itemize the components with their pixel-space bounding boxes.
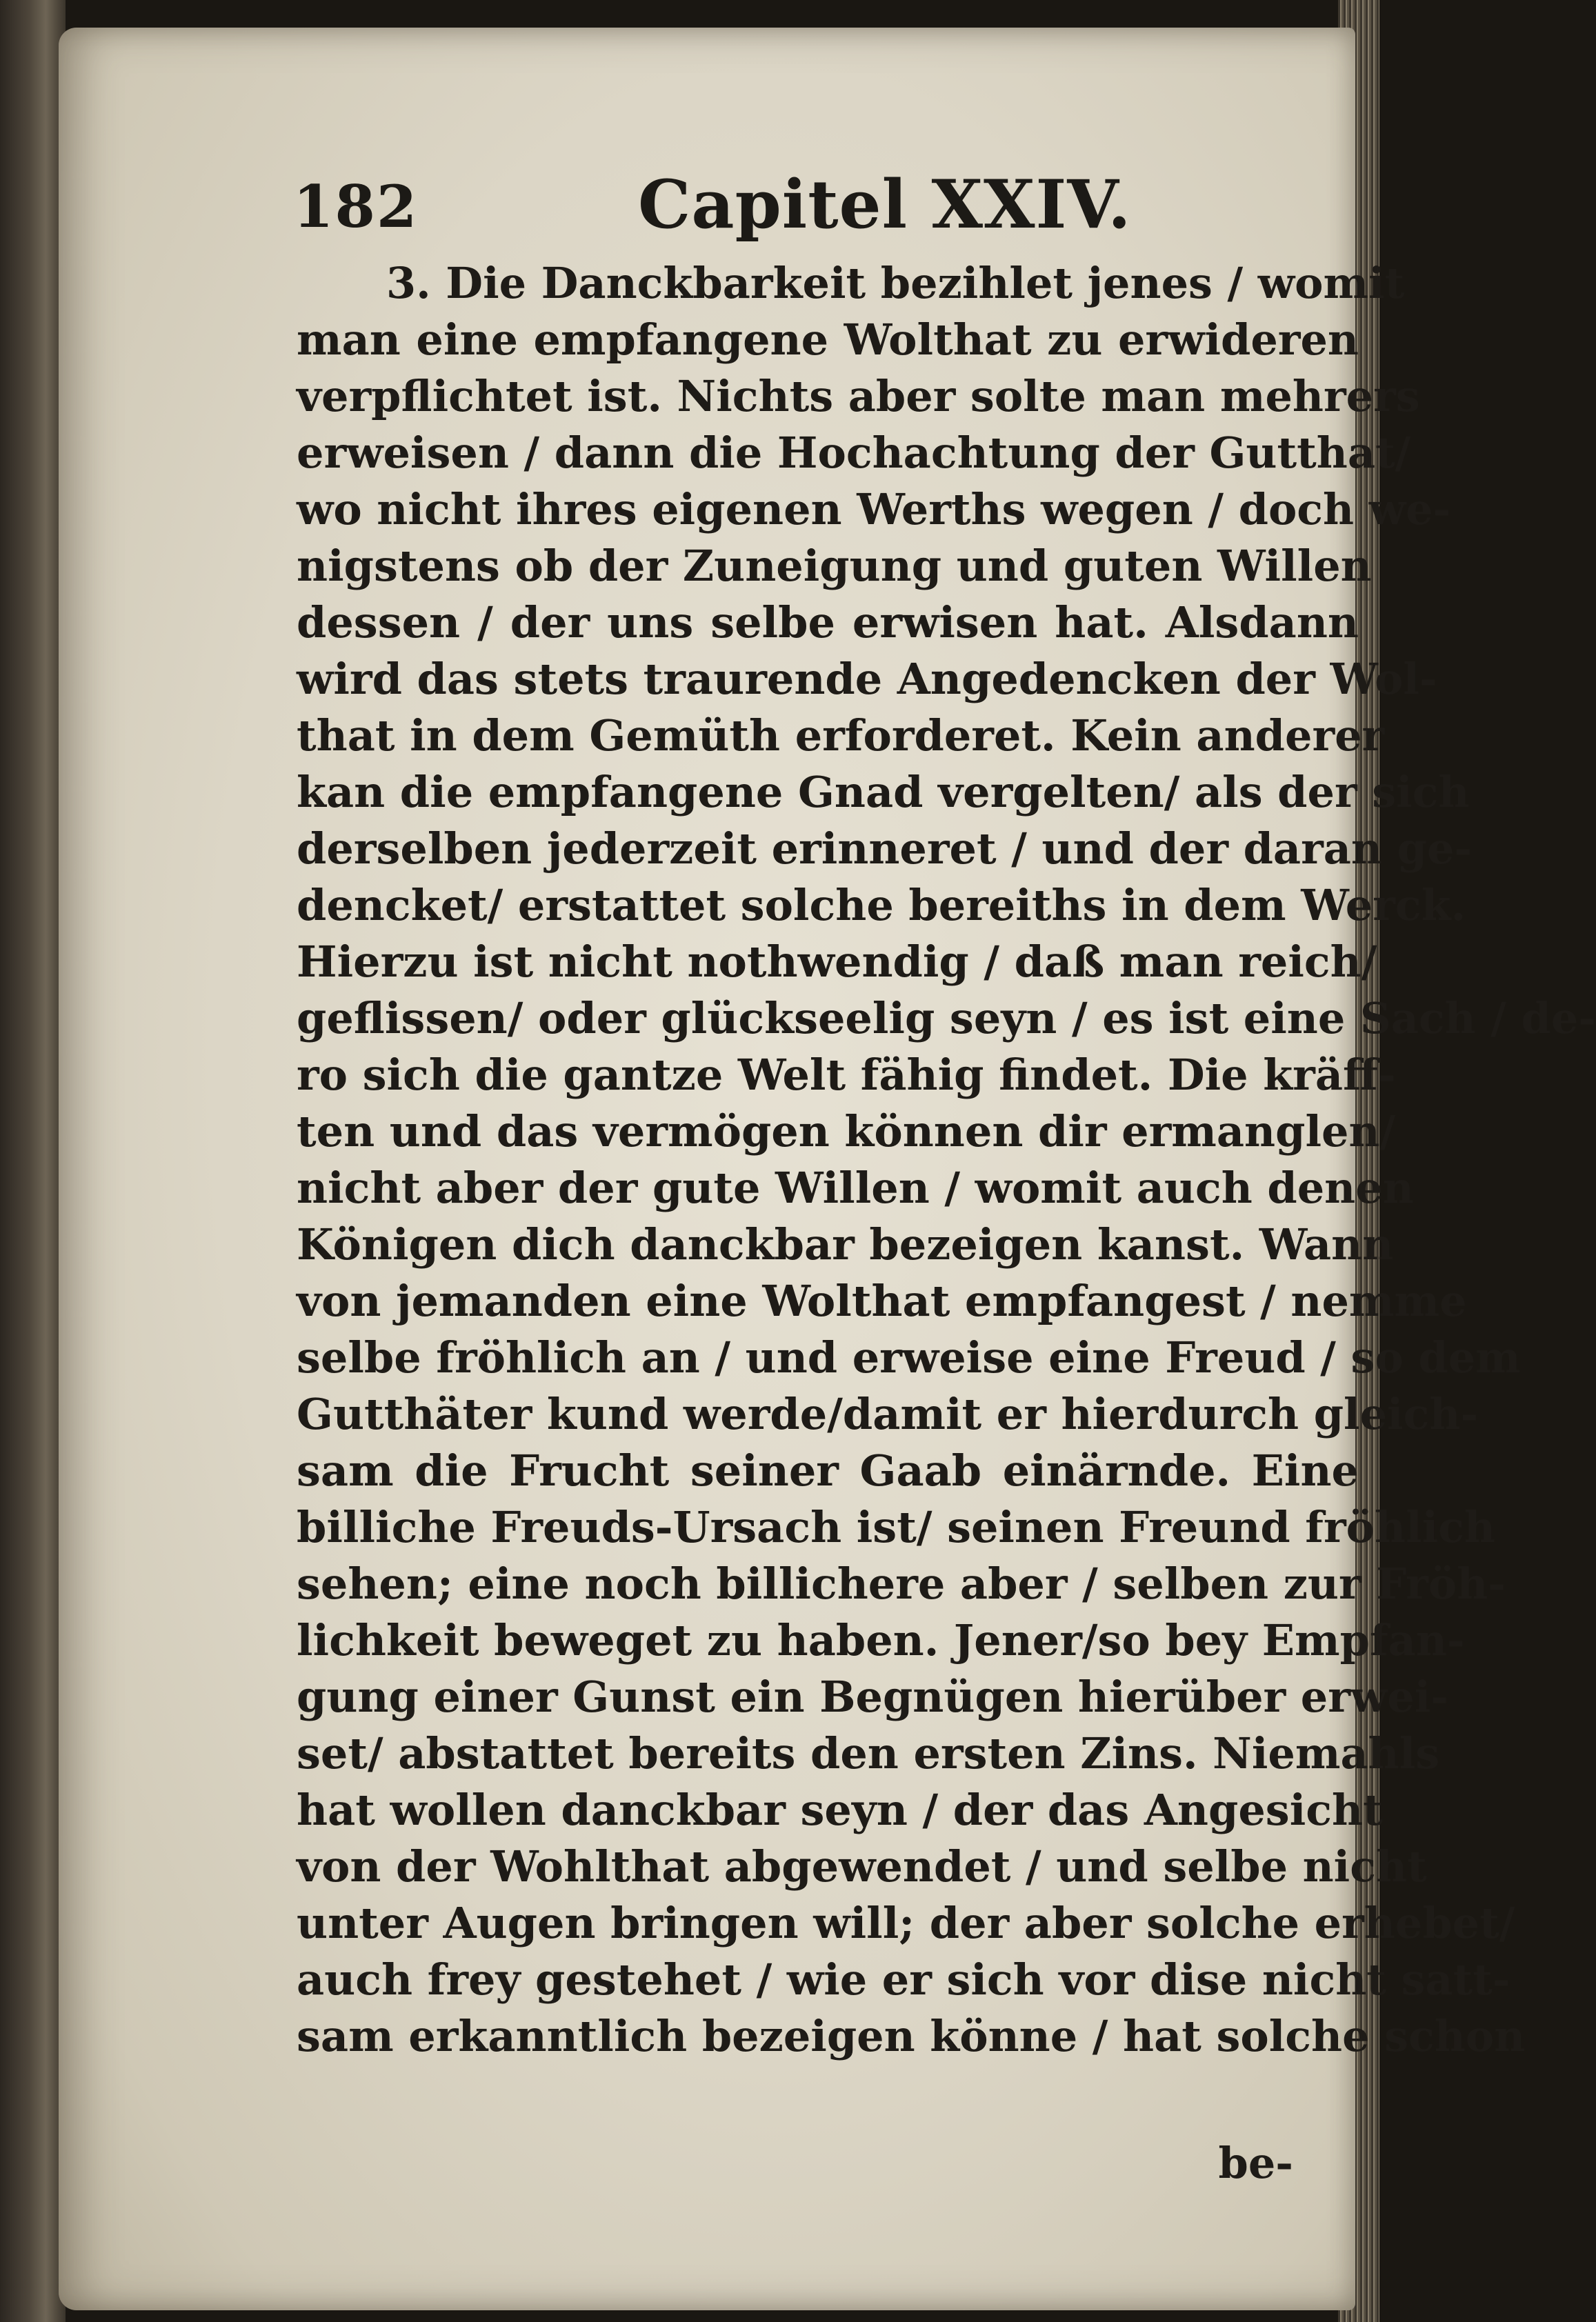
text-line: dessen / der uns selbe erwisen hat. Alsdann [297,597,1359,648]
text-line: derselben jederzeit erinneret / und der daran ge- [297,823,1473,874]
text-line: dencket/ erstattet solche bereiths in dem Werck. [297,880,1466,930]
text-line: verpflichtet ist. Nichts aber solte man mehrers [297,371,1420,421]
book-page [59,28,1596,2310]
text-line: selbe fröhlich an / und erweise eine Freud / so dem [297,1332,1521,1383]
text-line: erweisen / dann die Hochachtung der Gutthat/ [297,428,1411,478]
text-line: ro sich die gantze Welt fähig findet. Die kräff- [297,1050,1396,1100]
running-title: Capitel XXIV. [638,166,1132,243]
text-line: nicht aber der gute Willen / womit auch denen [297,1163,1414,1213]
text-line: auch frey gestehet / wie er sich vor dise nicht satt- [297,1954,1510,2005]
text-line: Hierzu ist nicht nothwendig / daß man reich/ [297,937,1377,987]
catchword: be- [1218,2138,1293,2188]
text-line: sehen; eine noch billichere aber / selben zur Fröh- [297,1559,1506,1609]
text-line: von der Wohlthat abgewendet / und selbe nicht [297,1841,1427,1892]
text-line: Königen dich danckbar bezeigen kanst. Wann [297,1219,1394,1270]
text-line: hat wollen danckbar seyn / der das Angesicht [297,1785,1383,1835]
text-line: that in dem Gemüth erforderet. Kein anderer [297,710,1385,761]
text-line: sam erkanntlich bezeigen könne / hat solche schon [297,2011,1526,2061]
book-spine [0,0,66,2322]
text-line: set/ abstattet bereits den ersten Zins. Niemahls [297,1728,1440,1779]
text-line: kan die empfangene Gnad vergelten/ als der sich [297,767,1470,817]
text-line: von jemanden eine Wolthat empfangest / nemme [297,1276,1467,1326]
text-line: 3. Die Danckbarkeit bezihlet jenes / womit [386,258,1405,308]
text-line: wo nicht ihres eigenen Werths wegen / doch we- [297,484,1451,534]
text-line: billiche Freuds-Ursach ist/ seinen Freund fröhlich [297,1502,1495,1552]
text-line: unter Augen bringen will; der aber solche erhebet/ [297,1898,1515,1948]
text-line: lichkeit beweget zu haben. Jener/so bey Empfan- [297,1615,1465,1665]
text-line: geflissen/ oder glückseelig seyn / es ist eine Sach / de- [297,993,1596,1043]
body-text [297,255,1596,2065]
page-header [293,159,1259,255]
text-line: ten und das vermögen können dir ermanglen/ [297,1106,1396,1157]
page-number: 182 [293,172,419,241]
text-line: man eine empfangene Wolthat zu erwideren [297,314,1359,365]
text-line: Gutthäter kund werde/damit er hierdurch gleich- [297,1389,1479,1439]
text-line: gung einer Gunst ein Begnügen hierüber erwei- [297,1672,1449,1722]
text-line: wird das stets traurende Angedencken der Wol- [297,654,1437,704]
text-line: nigstens ob der Zuneigung und guten Willen [297,541,1372,591]
text-line: sam die Frucht seiner Gaab einärnde. Eine [297,1445,1359,1496]
